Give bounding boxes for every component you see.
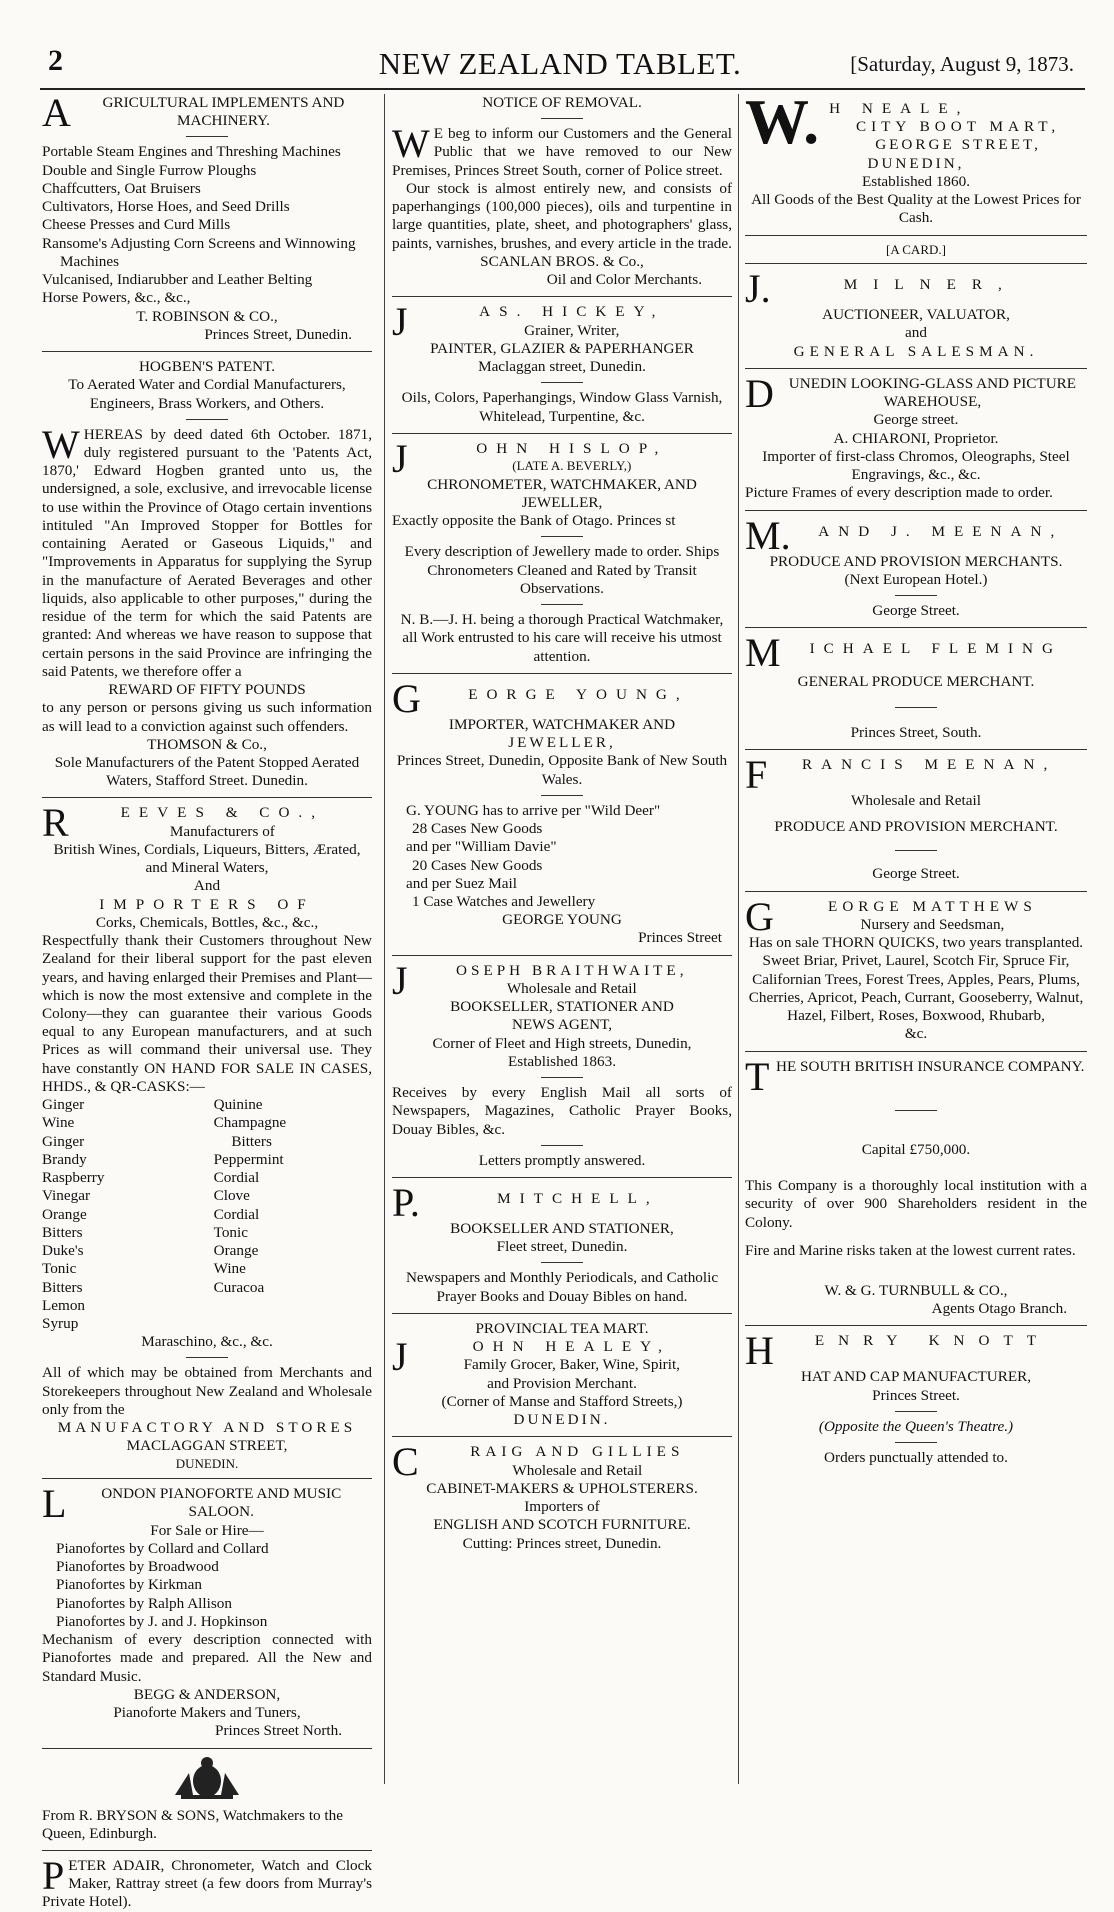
ad-body: Letters promptly answered. <box>478 1151 646 1169</box>
ad-m-j-meenan <box>745 512 1087 621</box>
list-item: Chaffcutters, Oat Bruisers <box>42 179 201 197</box>
address: (Next European Hotel.) <box>844 570 988 588</box>
ad-body: Every description of Jewellery made to order. Ships Chronometers Cleaned and Rated by Transit Observations. <box>404 543 720 597</box>
address: Princes Street <box>638 929 722 947</box>
list-item: Quinine Champagne <box>213 1096 287 1132</box>
ad-body: Mechanism of every description connected with Pianofortes made and prepared. All the New and Standard Music. <box>42 1631 372 1685</box>
list-item: Pianofortes by Broadwood <box>56 1558 219 1576</box>
ad-heading: JEWELLER, <box>508 734 616 752</box>
address: Maclaggan street, Dunedin. <box>478 358 646 376</box>
drop-cap: J <box>392 299 408 345</box>
column-3 <box>745 86 1087 1784</box>
drop-cap: M <box>745 630 781 676</box>
list-item: Cultivators, Horse Hoes, and Seed Drills <box>42 198 290 216</box>
list-item: 20 Cases New Goods <box>412 856 543 874</box>
ad-title: ONDON PIANOFORTE AND MUSIC SALOON. <box>101 1485 342 1521</box>
drop-cap: J <box>392 1334 408 1380</box>
ad-body: Agents Otago Branch. <box>931 1300 1067 1318</box>
ad-george-matthews <box>745 893 1087 1044</box>
ad-subtitle: Nursery and Seedsman, <box>860 915 1005 933</box>
ad-body: ETER ADAIR, Chronometer, Watch and Clock Maker, Rattray street (a few doors from Murray's Private Hotel). <box>42 1856 372 1911</box>
ad-title: GRICULTURAL IMPLEMENTS AND MACHINERY. <box>102 94 345 130</box>
ad-body: Oil and Color Merchants. <box>546 271 702 289</box>
signature: THOMSON & Co., <box>147 735 267 753</box>
ad-title: UNEDIN LOOKING-GLASS AND PICTURE WAREHOUSE, <box>788 374 1077 411</box>
page-number: 2 <box>48 44 63 77</box>
ad-title: NOTICE OF REMOVAL. <box>482 94 642 111</box>
ad-title: MITCHELL, <box>497 1190 659 1208</box>
ad-heading: MANUFACTORY AND STORES <box>57 1419 357 1437</box>
address: Princes Street North. <box>215 1722 342 1740</box>
drop-cap: H <box>745 1328 774 1374</box>
list-item: Double and Single Furrow Ploughs <box>42 161 257 179</box>
drop-cap: T <box>745 1053 770 1099</box>
ad-body: HEREAS by deed dated 6th October. 1871, duly registered pursuant to the 'Patents Act, 1870,' Edward Hogben granted unto us, the undersigned, a sole, exclusive, and irrevocable license to use within the Province of Otago certain inventions intituled "An Improved Stopper for Bottles for containing Aerated or Gaseous Liquids," and "Improvements in Apparatus for supplying the Syrup in the manufacture of Aerated Beverages and other liquids, also applicable to other purposes," during the residue of the term for which the said Patents are granted: And whereas we have reason to suppose that certain persons in the said Province are infringing the said Patents, we therefore offer a <box>42 425 372 680</box>
address: Princes Street, Dunedin. <box>204 325 352 343</box>
ad-body: Oils, Colors, Paperhangings, Window Glass Varnish, Whitelead, Turpentine, &c. <box>401 389 723 425</box>
ad-body: Established 1860. <box>862 172 970 190</box>
list-item: Orange Bitters <box>42 1205 87 1241</box>
ad-heading: PRODUCE AND PROVISION MERCHANTS. <box>769 552 1063 570</box>
list-item: Lemon Syrup <box>42 1296 86 1332</box>
ad-braithwaite <box>392 957 732 1170</box>
list-item: Ginger Brandy <box>42 1132 87 1168</box>
drop-cap: P. <box>392 1180 420 1226</box>
ad-body: Our stock is almost entirely new, and consists of paperhangings (100,000 pieces), oils and turpentine in large quantities, plate, sheet, and photographers' glass, paints, varnishes, brushes, and every article in the trade. <box>392 179 732 252</box>
list-item: Raspberry Vinegar <box>42 1169 105 1205</box>
signature: T. ROBINSON & CO., <box>136 307 278 325</box>
address: George Street. <box>872 865 960 883</box>
ad-heading: ENGLISH AND SCOTCH FURNITURE. <box>433 1516 691 1534</box>
address: Fleet street, Dunedin. <box>496 1238 628 1256</box>
ad-body: Receives by every English Mail all sorts of Newspapers, Magazines, Catholic Prayer Books, Douay Bibles, &c. <box>392 1084 732 1138</box>
reward-heading: REWARD OF FIFTY POUNDS <box>108 681 306 699</box>
ad-title: MILNER, <box>843 276 1018 294</box>
ad-body: and Provision Merchant. <box>487 1374 637 1392</box>
ad-body: Sweet Briar, Privet, Laurel, Scotch Fir, Spruce Fir, Californian Trees, Forest Trees, Apples, Pears, Plums, Cherries, Apricot, Peach, Currant, Gooseberry, Walnut, Hazel, Filbert, Roses, Boxwood, Rhubarb, <box>748 952 1084 1025</box>
ad-heading: BOOKSELLER AND STATIONER, <box>450 1220 674 1238</box>
ad-heading: CABINET-MAKERS & UPHOLSTERERS. <box>426 1479 698 1497</box>
ad-hickey <box>392 299 732 425</box>
ad-title: ICHAEL FLEMING <box>809 640 1062 658</box>
address: Exactly opposite the Bank of Otago. Princes st <box>392 512 676 530</box>
ad-title: H NEALE, <box>829 100 970 117</box>
drop-cap: J <box>392 957 408 1003</box>
ad-francis-meenan <box>745 751 1087 884</box>
drop-cap: C <box>392 1439 419 1485</box>
column-divider <box>738 94 739 1784</box>
ad-body: to any person or persons giving us such information as will lead to a conviction against such offenders. <box>42 699 372 735</box>
ad-title: OHN HISLOP, <box>476 439 668 457</box>
ad-body: Established 1863. <box>508 1052 616 1070</box>
ad-title: OHN HEALEY, <box>472 1338 671 1356</box>
ad-john-healey <box>392 1320 732 1429</box>
ad-heading: AUCTIONEER, VALUATOR, <box>822 306 1010 324</box>
list-item: Ransome's Adjusting Corn Screens and Winnowing Machines <box>42 234 356 270</box>
list-item: Horse Powers, &c., &c., <box>42 289 191 307</box>
drop-cap: J. <box>745 266 771 312</box>
ad-heading: BOOKSELLER, STATIONER AND <box>450 998 674 1016</box>
list-item: Pianofortes by Kirkman <box>56 1576 202 1594</box>
column-divider <box>384 94 385 1784</box>
ad-heading: Capital £750,000. <box>861 1140 971 1158</box>
list-item: Bitters <box>231 1132 272 1150</box>
ad-heading: HAT AND CAP MANUFACTURER, <box>800 1368 1032 1386</box>
list-item: and per "William Davie" <box>406 838 557 856</box>
drop-cap: W <box>392 121 430 167</box>
drop-cap: F <box>745 751 768 797</box>
list-item: G. YOUNG has to arrive per "Wild Deer" <box>406 801 661 819</box>
address: DUNEDIN. <box>175 1455 239 1471</box>
ad-michael-fleming <box>745 630 1087 742</box>
drop-cap: W. <box>745 86 820 157</box>
ad-body: All Goods of the Best Quality at the Lowest Prices for Cash. <box>751 191 1081 227</box>
ad-subtitle: (LATE A. BEVERLY,) <box>512 457 632 473</box>
list-item: Duke's Tonic Bitters <box>42 1242 84 1296</box>
ad-title: EEVES & CO., <box>120 804 325 822</box>
ad-milner <box>745 266 1087 361</box>
list-item: and per Suez Mail <box>406 874 517 892</box>
list-item: Peppermint Cordial <box>213 1150 284 1187</box>
ad-body: Pianoforte Makers and Tuners, <box>113 1704 301 1722</box>
ad-body: Corks, Chemicals, Bottles, &c., &c., <box>95 913 319 931</box>
ad-title: HE SOUTH BRITISH INSURANCE COMPANY. <box>776 1057 1085 1075</box>
ad-title: AS. HICKEY, <box>479 303 665 321</box>
list-item: Pianofortes by Ralph Allison <box>56 1594 232 1612</box>
ad-body: Picture Frames of every description made to order. <box>745 484 1053 502</box>
ad-body: &c. <box>904 1025 928 1043</box>
ad-body: Orders punctually attended to. <box>824 1449 1008 1467</box>
list-item: Vulcanised, Indiarubber and Leather Belting <box>42 271 313 289</box>
ad-title: EORGE YOUNG, <box>468 685 689 703</box>
ad-body: Respectfully thank their Customers throughout New Zealand for their liberal support for the past eleven years, and having enlarged their Premises and Plant—which is now the most extensive and complete in the Colony—they can guarantee their various Goods equal to any European manufacturers, and at such Prices as will command their universal use. They have constantly ON HAND FOR SALE IN CASES, HHDS., & QR-CASKS:— <box>42 932 372 1095</box>
ad-title: RANCIS MEENAN, <box>801 755 1057 773</box>
ad-title: AND J. MEENAN, <box>818 522 1064 540</box>
address: Sole Manufacturers of the Patent Stopped Aerated Waters, Stafford Street. Dunedin. <box>54 753 360 790</box>
drop-cap: W <box>42 421 80 467</box>
ad-reeves <box>42 800 372 1471</box>
ad-henry-knott <box>745 1328 1087 1467</box>
address: MACLAGGAN STREET, <box>126 1437 288 1455</box>
ad-subtitle: Wholesale and Retail <box>851 791 981 809</box>
ad-body: This Company is a thoroughly local institution with a security of over 900 Shareholders resident in the Colony. <box>745 1177 1087 1231</box>
card-heading: [A CARD.] <box>886 241 946 257</box>
list-item: Curacoa <box>213 1278 265 1296</box>
newspaper-title: NEW ZEALAND TABLET. <box>378 46 742 81</box>
list-item: Maraschino, &c., &c. <box>141 1333 273 1351</box>
drop-cap: D <box>745 370 774 416</box>
signature: GEORGE YOUNG <box>502 911 622 929</box>
drop-cap: G <box>745 893 774 939</box>
ad-heading: PRODUCE AND PROVISION MERCHANT. <box>774 818 1058 836</box>
ad-heading: GENERAL SALESMAN. <box>793 342 1039 360</box>
ad-title: OSEPH BRAITHWAITE, <box>456 961 688 979</box>
address: Princes Street, South. <box>850 723 982 741</box>
ad-body: Importers of <box>524 1498 600 1516</box>
address: George street. <box>873 411 959 429</box>
ad-mitchell <box>392 1180 732 1306</box>
ad-heading: NEWS AGENT, <box>511 1016 613 1034</box>
address: Cutting: Princes street, Dunedin. <box>462 1534 662 1552</box>
ad-title: EORGE MATTHEWS <box>828 897 1037 915</box>
address: Princes Street, Dunedin, Opposite Bank of New South Wales. <box>396 752 728 788</box>
ad-heading: PAINTER, GLAZIER & PAPERHANGER <box>430 339 694 357</box>
list-item: Pianofortes by Collard and Collard <box>56 1539 269 1557</box>
address: Corner of Fleet and High streets, Dunedin, <box>432 1034 692 1052</box>
ad-heading: GENERAL PRODUCE MERCHANT. <box>797 672 1035 690</box>
address: GEORGE STREET, DUNEDIN, <box>867 136 1041 172</box>
list-item: Tonic Orange Wine <box>213 1223 259 1278</box>
ad-body: N. B.—J. H. being a thorough Practical Watchmaker, all Work entrusted to his care will receive his utmost attention. <box>400 611 724 665</box>
ad-body: Fire and Marine risks taken at the lowest current rates. <box>745 1241 1076 1259</box>
ad-neale <box>745 86 1087 228</box>
royal-crest-icon <box>167 1755 247 1801</box>
ad-subtitle: Wholesale and Retail <box>512 1461 643 1479</box>
ad-heading: CITY BOOT MART, <box>855 118 1061 136</box>
ad-subtitle: To Aerated Water and Cordial Manufacturers, Engineers, Brass Workers, and Others. <box>68 376 346 412</box>
drop-cap: J <box>392 435 408 481</box>
list-item: Pianofortes by J. and J. Hopkinson <box>56 1612 268 1630</box>
ad-title: HOGBEN'S PATENT. <box>138 358 276 376</box>
ad-body: (Opposite the Queen's Theatre.) <box>818 1417 1014 1435</box>
ad-title: RAIG AND GILLIES <box>470 1443 685 1461</box>
ad-body: E beg to inform our Customers and the General Public that we have removed to our New Premises, Princes Street South, corner of Police street. <box>392 125 732 179</box>
signature: BEGG & ANDERSON, <box>133 1685 281 1703</box>
ad-heading: IMPORTER, WATCHMAKER AND <box>448 715 676 733</box>
drop-cap: G <box>392 675 421 721</box>
list-item: 28 Cases New Goods <box>412 820 543 838</box>
ad-george-young <box>392 675 732 948</box>
ad-peter-adair <box>42 1852 372 1912</box>
ad-body: Newspapers and Monthly Periodicals, and Catholic Prayer Books and Douay Bibles on hand. <box>405 1269 719 1305</box>
masthead <box>40 40 1080 90</box>
ad-body: And <box>193 877 221 895</box>
ad-bryson <box>42 1755 372 1843</box>
drop-cap: L <box>42 1481 67 1527</box>
list-item: Portable Steam Engines and Threshing Machines <box>42 143 341 161</box>
ad-body: All of which may be obtained from Merchants and Storekeepers throughout New Zealand and Wholesale only from the <box>42 1364 372 1418</box>
ad-subtitle: Wholesale and Retail <box>506 979 637 997</box>
ad-body: British Wines, Cordials, Liqueurs, Bitters, Ærated, and Mineral Waters, <box>53 840 361 877</box>
ad-heading: IMPORTERS OF <box>99 895 315 913</box>
ad-notice-removal <box>392 94 732 289</box>
list-item: Clove Cordial <box>213 1187 260 1223</box>
drop-cap: A <box>42 90 71 135</box>
list-item: 1 Case Watches and Jewellery <box>412 892 596 910</box>
address: George Street. <box>872 602 960 620</box>
ad-body: A. CHIARONI, Proprietor. <box>833 429 999 447</box>
ad-piano-saloon <box>42 1481 372 1740</box>
list-item: Cheese Presses and Curd Mills <box>42 216 231 234</box>
ad-chiaroni <box>745 370 1087 503</box>
masthead-rule <box>40 88 1085 90</box>
issue-date: [Saturday, August 9, 1873. <box>850 52 1074 76</box>
drop-cap: R <box>42 800 69 846</box>
ad-heading: CHRONOMETER, WATCHMAKER, AND JEWELLER, <box>427 475 697 511</box>
ad-body: Has on sale THORN QUICKS, two years transplanted. <box>748 934 1084 952</box>
column-2 <box>392 94 732 1784</box>
ad-body: Importer of first-class Chromos, Oleographs, Steel Engravings, &c., &c. <box>762 447 1070 484</box>
address: DUNEDIN. <box>513 1411 611 1429</box>
ad-subtitle: Grainer, Writer, <box>524 321 620 339</box>
drop-cap: P <box>42 1852 65 1898</box>
ad-body: From R. BRYSON & SONS, Watchmakers to the Queen, Edinburgh. <box>42 1806 343 1842</box>
signature: W. & G. TURNBULL & CO., <box>824 1281 1008 1299</box>
ad-title: PROVINCIAL TEA MART. <box>475 1319 649 1337</box>
address: Princes Street. <box>872 1386 960 1404</box>
ad-agricultural <box>42 90 372 344</box>
ad-subtitle: Manufacturers of <box>169 822 275 840</box>
ad-title: ENRY KNOTT <box>814 1332 1051 1350</box>
column-1 <box>42 90 372 1911</box>
ad-hogben-patent <box>42 358 372 790</box>
address: (Corner of Manse and Stafford Streets,) <box>441 1392 683 1410</box>
ad-hislop <box>392 435 732 666</box>
ad-craig-gillies <box>392 1439 732 1552</box>
ad-south-british-insurance <box>745 1053 1087 1319</box>
ad-body: and <box>905 324 927 342</box>
ad-body: Family Grocer, Baker, Wine, Spirit, <box>463 1356 680 1374</box>
list-item: Ginger Wine <box>42 1096 85 1132</box>
product-list <box>42 1096 372 1333</box>
drop-cap: M. <box>745 512 791 558</box>
signature: SCANLAN BROS. & Co., <box>480 252 644 270</box>
ad-subtitle: For Sale or Hire— <box>150 1521 264 1539</box>
